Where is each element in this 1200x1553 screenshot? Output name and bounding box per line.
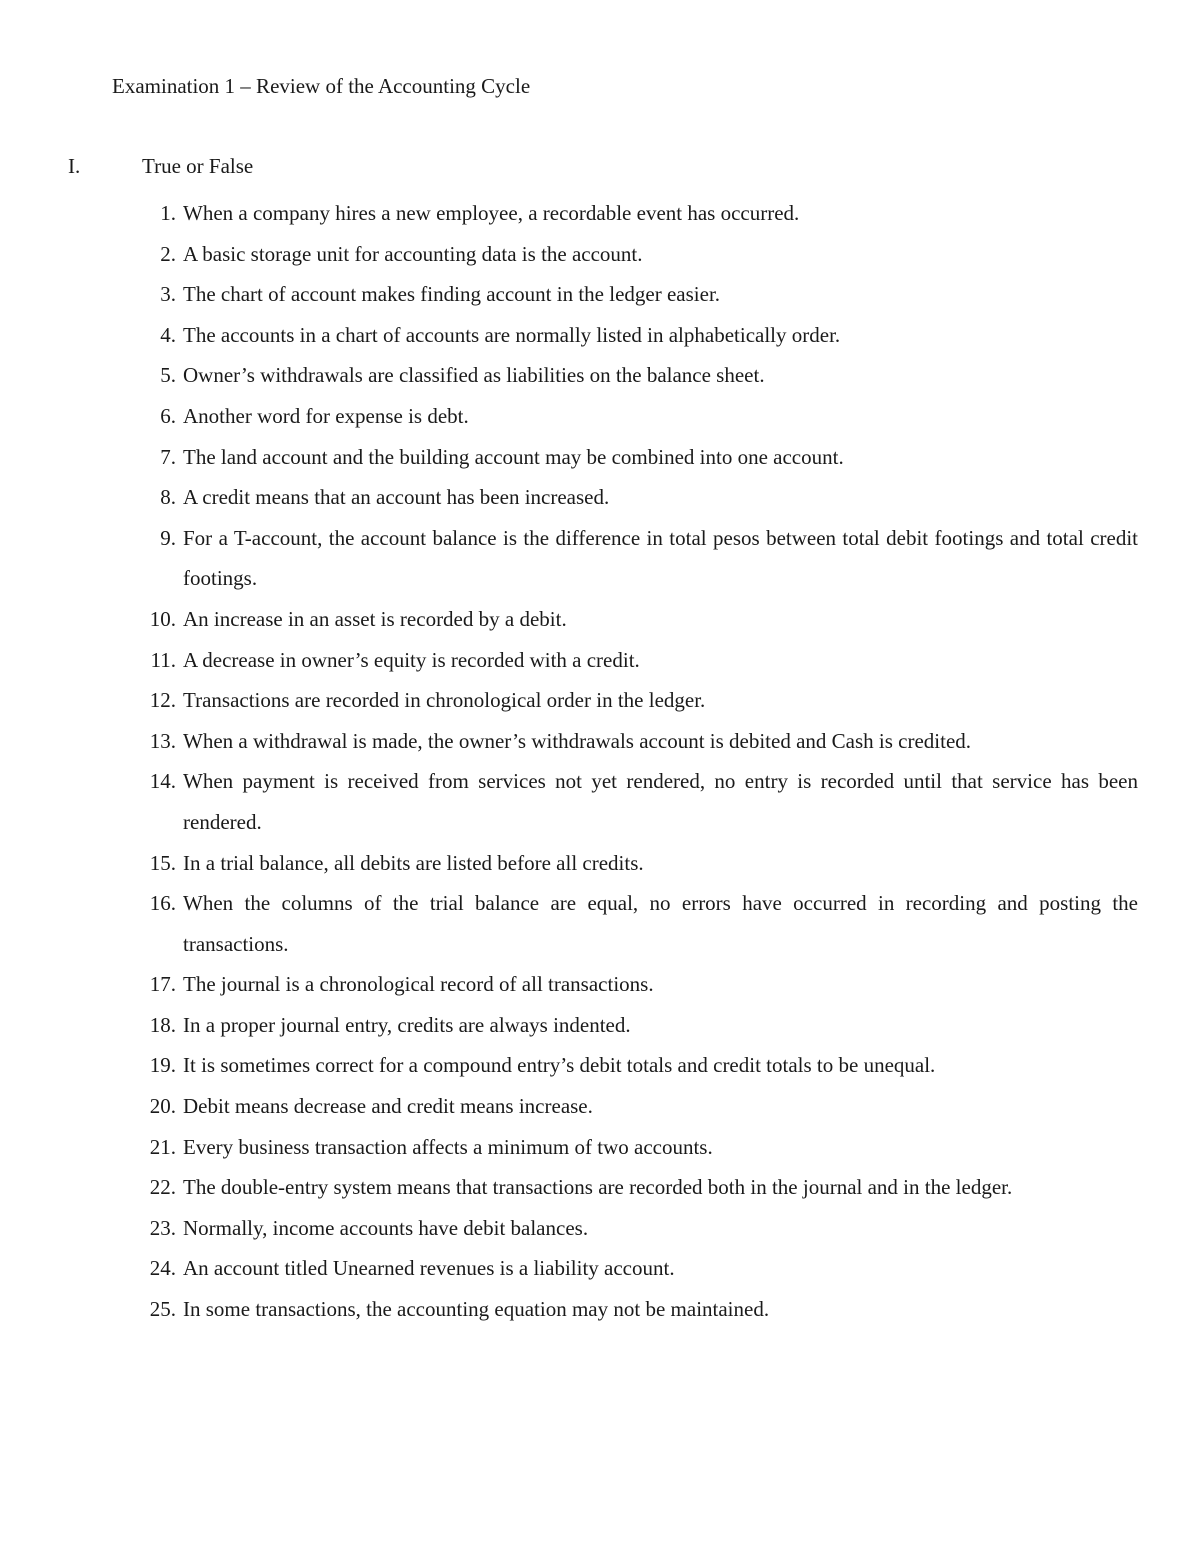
question-list bbox=[68, 193, 1138, 1330]
question-number: 9. bbox=[160, 525, 176, 550]
question-text: It is sometimes correct for a compound entry’s debit totals and credit totals to be unequal. bbox=[183, 1053, 936, 1078]
question-text: The double-entry system means that transactions are recorded both in the journal and in the ledger. bbox=[183, 1175, 1013, 1200]
question-text: Another word for expense is debt. bbox=[183, 403, 469, 428]
question-number: 10. bbox=[149, 606, 176, 631]
question-item bbox=[68, 680, 1138, 721]
question-item bbox=[68, 315, 1138, 356]
document-title: Examination 1 – Review of the Accounting Cycle bbox=[112, 74, 531, 98]
question-number: 8. bbox=[160, 485, 176, 510]
question-item bbox=[68, 1045, 1138, 1086]
question-text: A basic storage unit for accounting data is the account. bbox=[183, 241, 643, 266]
question-number: 13. bbox=[149, 728, 176, 753]
question-number: 22. bbox=[149, 1175, 176, 1200]
question-number: 5. bbox=[160, 363, 176, 388]
question-text: Normally, income accounts have debit balances. bbox=[183, 1215, 589, 1240]
question-text: The journal is a chronological record of all transactions. bbox=[183, 972, 654, 997]
question-item bbox=[68, 355, 1138, 396]
question-item bbox=[68, 518, 1138, 599]
question-text: When a company hires a new employee, a recordable event has occurred. bbox=[183, 201, 800, 225]
question-text: Debit means decrease and credit means increase. bbox=[183, 1094, 593, 1119]
question-text: Transactions are recorded in chronological order in the ledger. bbox=[183, 688, 706, 713]
question-number: 4. bbox=[160, 322, 176, 347]
question-number: 11. bbox=[150, 647, 176, 672]
question-text: The accounts in a chart of accounts are normally listed in alphabetically order. bbox=[183, 322, 841, 347]
question-item bbox=[68, 1208, 1138, 1249]
question-item bbox=[68, 396, 1138, 437]
question-text: When a withdrawal is made, the owner’s withdrawals account is debited and Cash is credited. bbox=[183, 728, 972, 753]
question-text: The land account and the building account may be combined into one account. bbox=[183, 444, 844, 469]
question-text: In a proper journal entry, credits are always indented. bbox=[183, 1012, 631, 1037]
question-item bbox=[68, 599, 1138, 640]
question-item bbox=[68, 761, 1138, 842]
question-item bbox=[68, 193, 1138, 234]
question-item bbox=[68, 1289, 1138, 1330]
question-number: 15. bbox=[149, 850, 176, 875]
true-or-false-section bbox=[68, 152, 1138, 1330]
question-number: 2. bbox=[160, 241, 176, 266]
question-number: 17. bbox=[149, 972, 176, 997]
question-item bbox=[68, 883, 1138, 964]
question-text: The chart of account makes finding account in the ledger easier. bbox=[183, 282, 721, 307]
question-text: Every business transaction affects a minimum of two accounts. bbox=[183, 1134, 713, 1159]
question-number: 23. bbox=[149, 1215, 176, 1240]
question-number: 16. bbox=[149, 891, 176, 916]
question-text: For a T-account, the account balance is the difference in total pesos between total debit footings and total credit footings. bbox=[183, 525, 1138, 591]
question-item bbox=[68, 640, 1138, 681]
question-number: 21. bbox=[149, 1134, 176, 1159]
question-item bbox=[68, 274, 1138, 315]
question-number: 19. bbox=[149, 1053, 176, 1078]
question-item bbox=[68, 1005, 1138, 1046]
question-number: 25. bbox=[149, 1297, 176, 1322]
question-number: 6. bbox=[160, 403, 176, 428]
question-number: 12. bbox=[149, 688, 176, 713]
question-item bbox=[68, 1127, 1138, 1168]
question-text: When the columns of the trial balance are equal, no errors have occurred in recording and posting the transactions. bbox=[183, 891, 1138, 956]
question-text: In some transactions, the accounting equation may not be maintained. bbox=[183, 1297, 770, 1322]
question-number: 24. bbox=[149, 1256, 176, 1281]
section-numeral: I. bbox=[68, 154, 81, 178]
question-item bbox=[68, 477, 1138, 518]
section-label: True or False bbox=[142, 154, 254, 178]
question-text: An account titled Unearned revenues is a liability account. bbox=[183, 1256, 675, 1281]
question-number: 1. bbox=[160, 201, 176, 225]
question-text: When payment is received from services not yet rendered, no entry is recorded until that service has been rendered. bbox=[183, 769, 1138, 834]
question-item bbox=[68, 721, 1138, 762]
question-text: A credit means that an account has been increased. bbox=[183, 485, 610, 510]
question-number: 14. bbox=[149, 769, 176, 794]
question-text: A decrease in owner’s equity is recorded with a credit. bbox=[183, 647, 640, 672]
question-number: 20. bbox=[149, 1094, 176, 1119]
section-heading bbox=[68, 152, 1138, 180]
question-item bbox=[68, 1167, 1138, 1208]
question-item bbox=[68, 1248, 1138, 1289]
question-item bbox=[68, 234, 1138, 275]
question-item bbox=[68, 964, 1138, 1005]
question-number: 7. bbox=[160, 444, 176, 469]
question-item bbox=[68, 1086, 1138, 1127]
question-item bbox=[68, 843, 1138, 884]
question-number: 3. bbox=[160, 282, 176, 307]
question-text: Owner’s withdrawals are classified as liabilities on the balance sheet. bbox=[183, 363, 765, 388]
question-item bbox=[68, 437, 1138, 478]
question-text: In a trial balance, all debits are listed before all credits. bbox=[183, 850, 644, 875]
question-number: 18. bbox=[149, 1012, 176, 1037]
question-text: An increase in an asset is recorded by a debit. bbox=[183, 606, 567, 631]
